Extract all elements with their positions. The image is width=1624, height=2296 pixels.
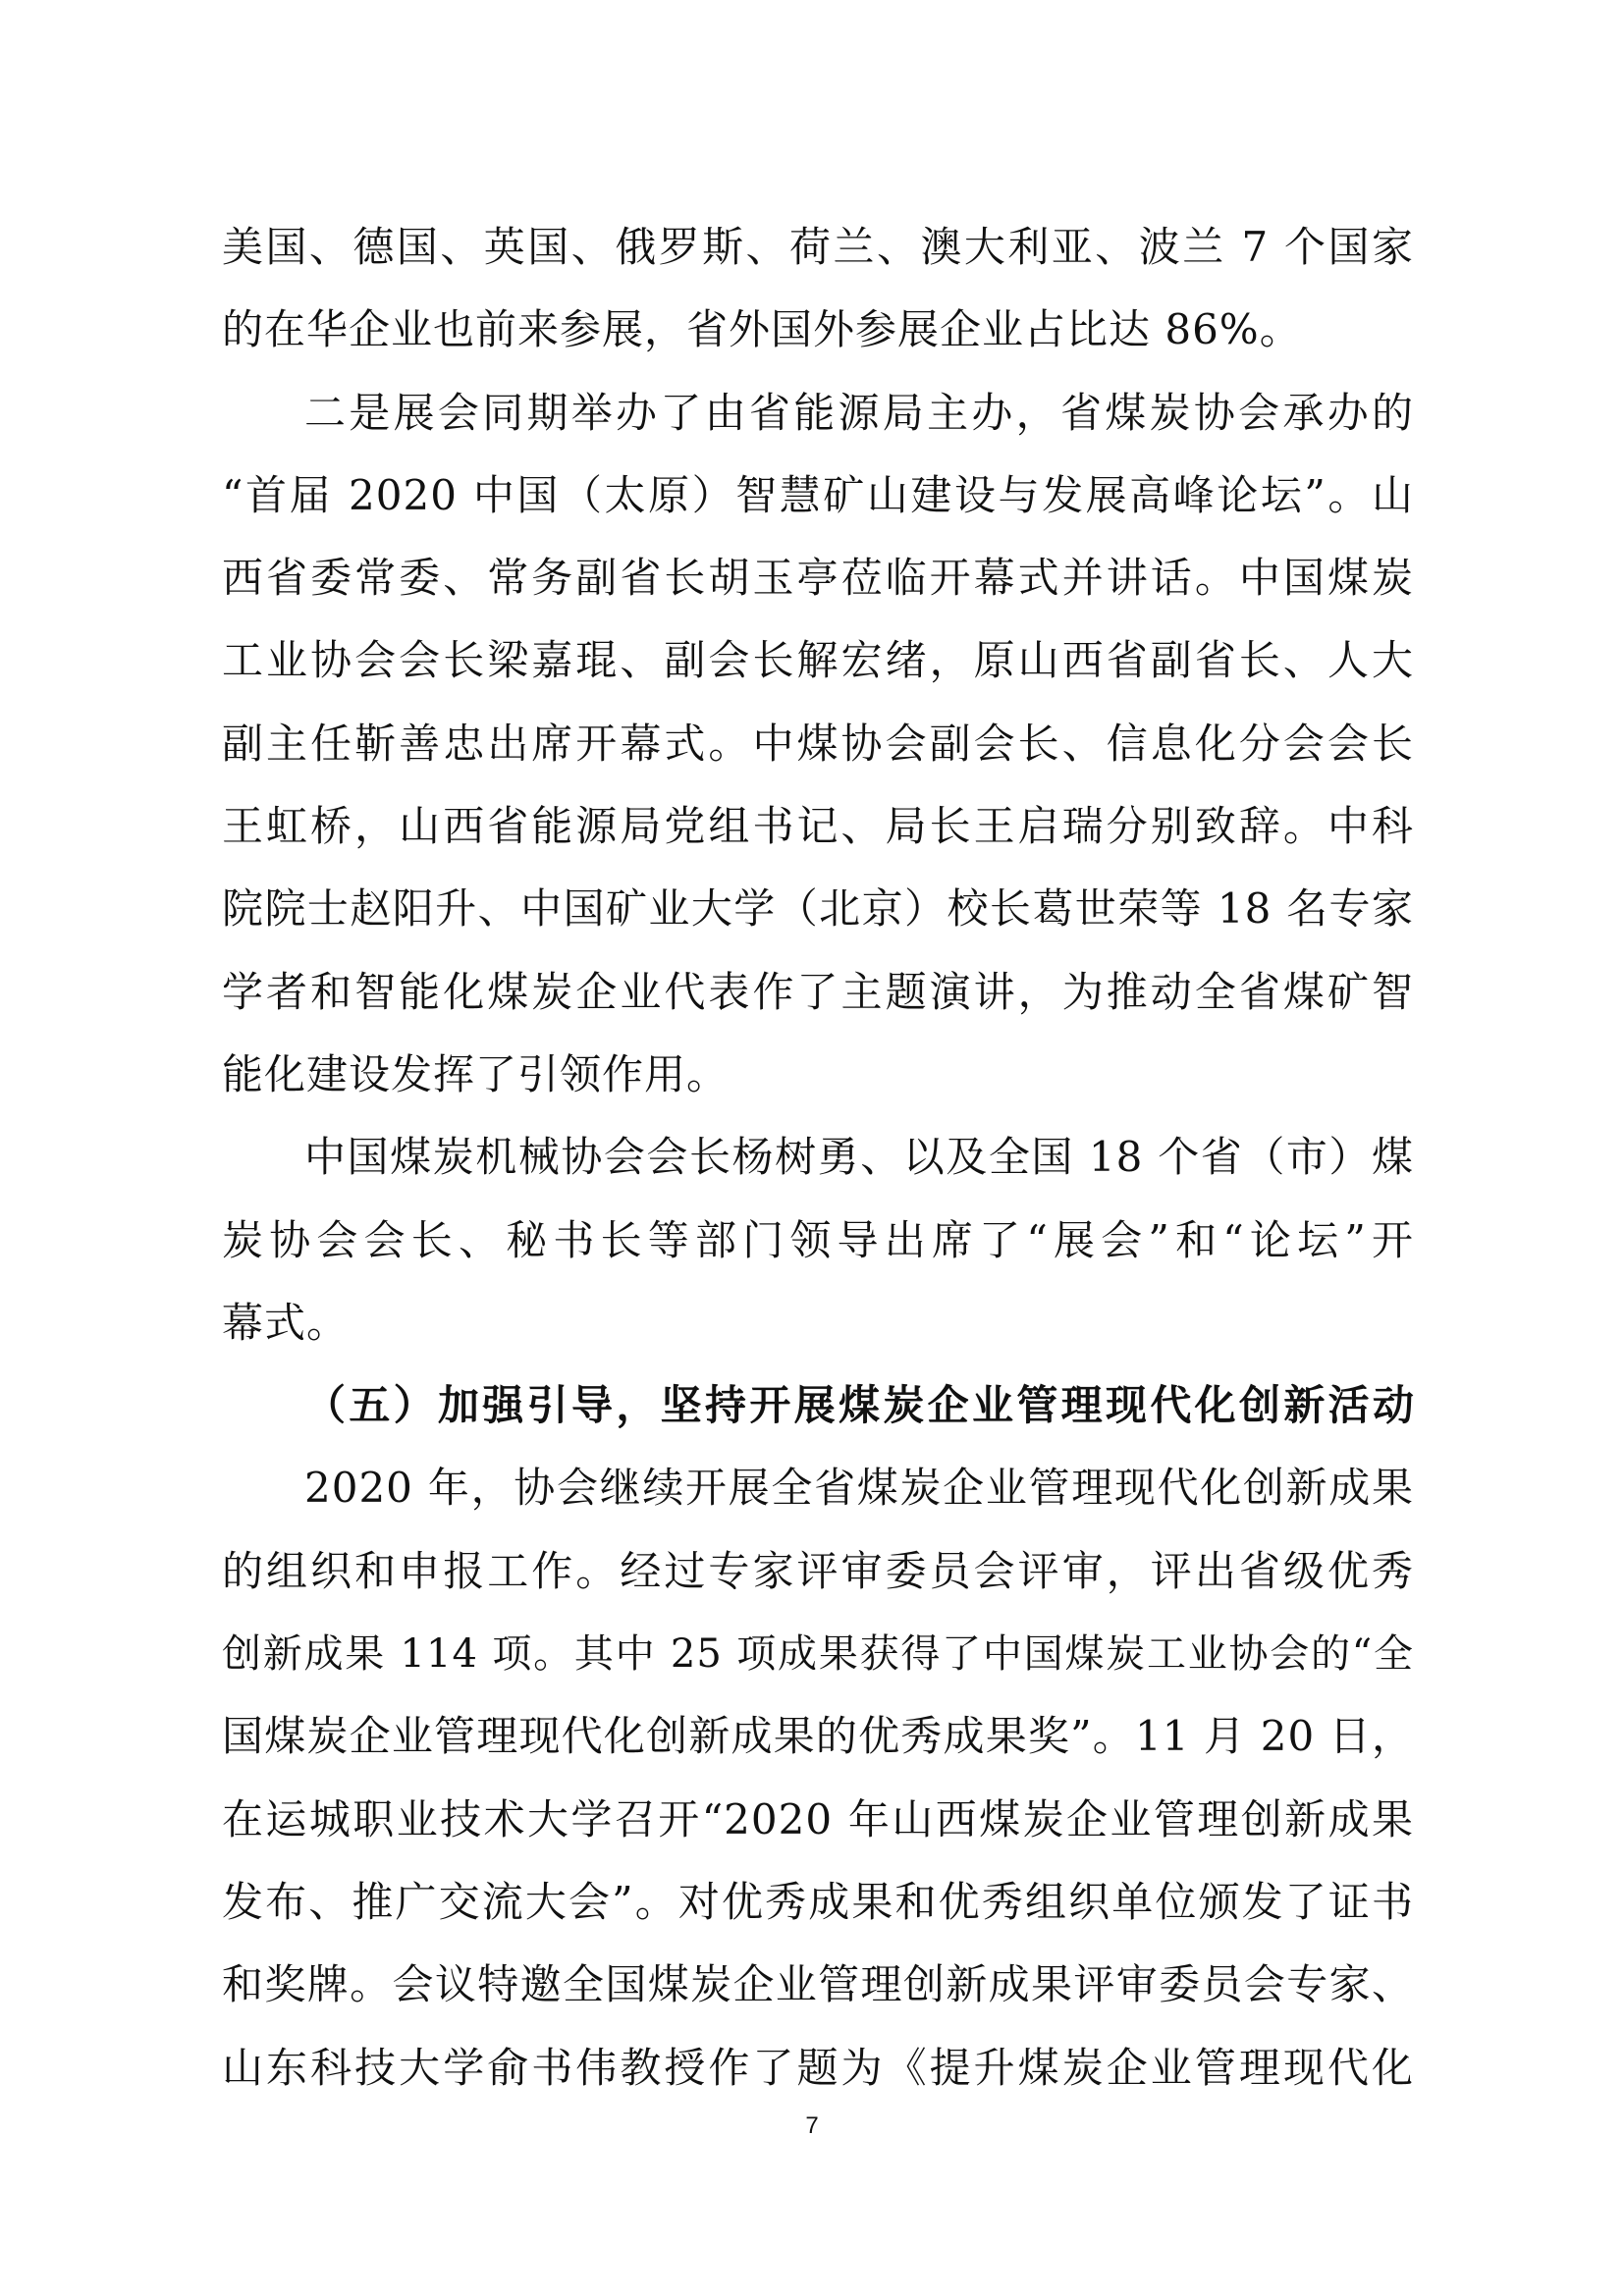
text-line: 国煤炭企业管理现代化创新成果的优秀成果奖”。11 月 20 日， bbox=[222, 1712, 1414, 1761]
text-line: 能化建设发挥了引领作用。 bbox=[222, 1049, 730, 1098]
text-line: 发布、推广交流大会”。对优秀成果和优秀组织单位颁发了证书 bbox=[222, 1877, 1414, 1926]
page-number: 7 bbox=[805, 2112, 819, 2139]
text-line: 院院士赵阳升、中国矿业大学（北京）校长葛世荣等 18 名专家 bbox=[222, 884, 1414, 934]
text-line: 王虹桥，山西省能源局党组书记、局长王启瑞分别致辞。中科 bbox=[222, 802, 1414, 851]
text-line: 学者和智能化煤炭企业代表作了主题演讲，为推动全省煤矿智 bbox=[222, 967, 1414, 1016]
text-line: 中国煤炭机械协会会长杨树勇、以及全国 18 个省（市）煤 bbox=[304, 1133, 1414, 1182]
text-line: 幕式。 bbox=[222, 1298, 350, 1347]
text-line: 西省委常委、常务副省长胡玉亭莅临开幕式并讲话。中国煤炭 bbox=[222, 554, 1414, 603]
text-line: 和奖牌。会议特邀全国煤炭企业管理创新成果评审委员会专家、 bbox=[222, 1960, 1414, 2009]
text-line: 的组织和申报工作。经过专家评审委员会评审，评出省级优秀 bbox=[222, 1546, 1414, 1595]
text-line: 工业协会会长梁嘉琨、副会长解宏绪，原山西省副省长、人大 bbox=[222, 636, 1414, 685]
text-line: 美国、德国、英国、俄罗斯、荷兰、澳大利亚、波兰 7 个国家 bbox=[222, 223, 1414, 271]
text-line: 的在华企业也前来参展，省外国外参展企业占比达 86%。 bbox=[222, 305, 1302, 354]
text-line: 创新成果 114 项。其中 25 项成果获得了中国煤炭工业协会的“全 bbox=[222, 1631, 1414, 1678]
text-line: “首届 2020 中国（太原）智慧矿山建设与发展高峰论坛”。山 bbox=[222, 470, 1414, 519]
text-line: 副主任靳善忠出席开幕式。中煤协会副会长、信息化分会会长 bbox=[222, 719, 1414, 768]
text-line: 山东科技大学俞书伟教授作了题为《提升煤炭企业管理现代化 bbox=[222, 2043, 1414, 2092]
text-line: 2020 年，协会继续开展全省煤炭企业管理现代化创新成果 bbox=[304, 1464, 1414, 1513]
text-line: 炭协会会长、秘书长等部门领导出席了“展会”和“论坛”开 bbox=[222, 1215, 1414, 1264]
text-line: 在运城职业技术大学召开“2020 年山西煤炭企业管理创新成果 bbox=[222, 1794, 1414, 1843]
body-text bbox=[222, 206, 1414, 2109]
section-heading: （五）加强引导，坚持开展煤炭企业管理现代化创新活动 bbox=[304, 1381, 1414, 1430]
text-line: 二是展会同期举办了由省能源局主办，省煤炭协会承办的 bbox=[304, 388, 1414, 437]
